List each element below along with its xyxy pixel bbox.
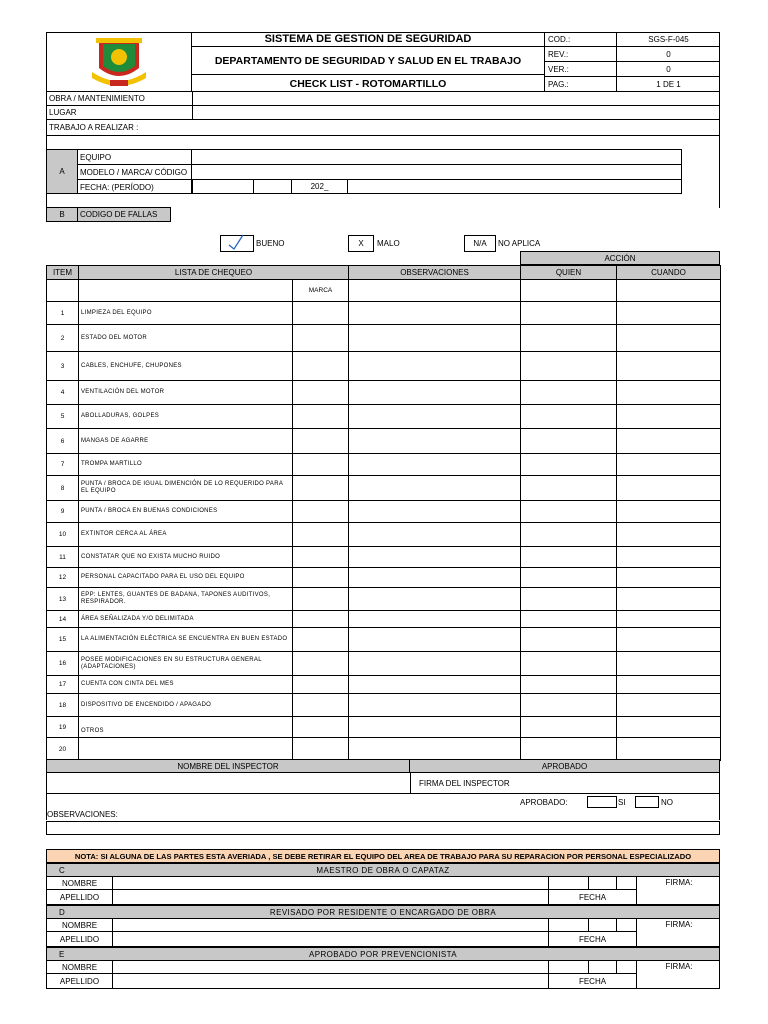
cuando-cell[interactable] [617, 325, 721, 352]
item-number: 4 [47, 381, 79, 405]
quien-cell[interactable] [521, 302, 617, 325]
observaciones-cell[interactable] [349, 694, 521, 717]
col-lista-header: LISTA DE CHEQUEO [79, 266, 349, 280]
marca-cell[interactable] [293, 454, 349, 476]
signoff-fecha-label: FECHA [549, 974, 637, 988]
table-row [47, 676, 721, 694]
col-obs-header: OBSERVACIONES [349, 266, 521, 280]
signoff-nombre-label: NOMBRE [47, 877, 113, 890]
fecha-month-field[interactable] [254, 179, 292, 194]
signoff-body [46, 961, 720, 989]
item-number: 20 [47, 738, 79, 761]
marca-cell[interactable] [293, 325, 349, 352]
observaciones-cell[interactable] [349, 325, 521, 352]
quien-cell[interactable] [521, 523, 617, 547]
company-logo-icon [46, 32, 192, 92]
item-number: 15 [47, 628, 79, 652]
observaciones-cell[interactable] [349, 652, 521, 676]
trabajo-row [46, 120, 720, 136]
col-item-header: ITEM [47, 266, 79, 280]
signoff-apellido-label: APELLIDO [47, 974, 113, 988]
item-text: ÁREA SEÑALIZADA Y/O DELIMITADA [79, 611, 293, 628]
cuando-cell[interactable] [617, 429, 721, 454]
quien-cell[interactable] [521, 501, 617, 523]
obra-row [46, 92, 720, 106]
observaciones-cell[interactable] [349, 717, 521, 738]
header-title-2: DEPARTAMENTO DE SEGURIDAD Y SALUD EN EL TRABAJO [192, 47, 545, 75]
marca-cell[interactable] [293, 628, 349, 652]
obra-label: OBRA / MANTENIMIENTO [47, 92, 193, 105]
trabajo-label: TRABAJO A REALIZAR : [49, 123, 139, 132]
nombre-inspector-field[interactable] [47, 773, 411, 793]
nota-banner: NOTA: SI ALGUNA DE LAS PARTES ESTA AVERIADA , SE DEBE RETIRAR EL EQUIPO DEL AREA DE TRABAJO PARA SU REPARACION POR PERSONAL ESPECIALIZADO [46, 849, 720, 863]
subheader-empty-lista [79, 280, 293, 302]
item-text: ESTADO DEL MOTOR [79, 325, 293, 352]
cuando-cell[interactable] [617, 652, 721, 676]
quien-cell[interactable] [521, 568, 617, 588]
marca-cell[interactable] [293, 568, 349, 588]
table-row [47, 694, 721, 717]
marca-cell[interactable] [293, 547, 349, 568]
signoff-letter: C [59, 865, 65, 875]
signoff-nombre-field[interactable] [113, 877, 549, 890]
cuando-cell[interactable] [617, 381, 721, 405]
table-row [47, 717, 721, 738]
signoff-title: REVISADO POR RESIDENTE O ENCARGADO DE OBRA [269, 907, 497, 917]
table-row [47, 476, 721, 501]
item-text: TROMPA MARTILLO [79, 454, 293, 476]
item-number: 9 [47, 501, 79, 523]
item-text: CABLES, ENCHUFE, CHUPONES [79, 352, 293, 381]
cuando-cell[interactable] [617, 501, 721, 523]
meta-value-pag: 1 DE 1 [656, 80, 681, 89]
signoff-firma-label: FIRMA: [665, 878, 693, 887]
quien-cell[interactable] [521, 628, 617, 652]
item-number: 8 [47, 476, 79, 501]
signoff-body [46, 877, 720, 905]
cuando-cell[interactable] [617, 523, 721, 547]
marca-cell[interactable] [293, 501, 349, 523]
item-number: 2 [47, 325, 79, 352]
observaciones-cell[interactable] [349, 381, 521, 405]
quien-cell[interactable] [521, 454, 617, 476]
item-text: POSEE MODIFICACIONES EN SU ESTRUCTURA GENERAL (ADAPTACIONES) [79, 652, 293, 676]
item-number: 17 [47, 676, 79, 694]
signoff-title: APROBADO POR PREVENCIONISTA [308, 949, 457, 959]
table-row [47, 588, 721, 611]
meta-value-rev: 0 [617, 47, 720, 62]
observaciones-cell[interactable] [349, 405, 521, 429]
marca-cell[interactable] [293, 694, 349, 717]
malo-box: X [348, 235, 374, 252]
signoff-letter: E [59, 949, 65, 959]
observaciones-cell[interactable] [349, 476, 521, 501]
signoff-nombre-label: NOMBRE [47, 961, 113, 974]
marca-cell[interactable] [293, 738, 349, 761]
header-title-3: CHECK LIST - ROTOMARTILLO [192, 75, 545, 92]
signoff-header [46, 947, 720, 961]
marca-cell[interactable] [293, 588, 349, 611]
item-text: MANGAS DE AGARRE [79, 429, 293, 454]
section-b-letter: B [46, 207, 78, 222]
quien-cell[interactable] [521, 325, 617, 352]
signoff-date-cell[interactable] [589, 961, 617, 974]
item-text: OTROS [79, 717, 293, 738]
lugar-field[interactable] [193, 106, 720, 119]
quien-cell[interactable] [521, 547, 617, 568]
marca-cell[interactable] [293, 352, 349, 381]
table-row [47, 738, 721, 761]
checklist-table [46, 265, 721, 761]
quien-cell[interactable] [521, 652, 617, 676]
table-row [47, 523, 721, 547]
table-row [47, 429, 721, 454]
observaciones-field[interactable] [46, 822, 720, 835]
signoff-date-cell[interactable] [589, 919, 617, 932]
quien-cell[interactable] [521, 611, 617, 628]
table-row [47, 405, 721, 429]
header-title-1: SISTEMA DE GESTION DE SEGURIDAD [192, 32, 545, 47]
meta-value-ver: 0 [617, 62, 720, 77]
section-a-box [78, 149, 682, 194]
header-meta [545, 32, 720, 92]
signoff-apellido-label: APELLIDO [47, 932, 113, 946]
signoff-firma-label: FIRMA: [665, 920, 693, 929]
marca-cell[interactable] [293, 652, 349, 676]
observaciones-cell[interactable] [349, 501, 521, 523]
cuando-cell[interactable] [617, 676, 721, 694]
cuando-cell[interactable] [617, 717, 721, 738]
meta-label-ver: VER.: [545, 62, 617, 77]
quien-cell[interactable] [521, 588, 617, 611]
observaciones-cell[interactable] [349, 523, 521, 547]
logo-cell [46, 32, 192, 92]
bueno-box [220, 235, 254, 252]
quien-cell[interactable] [521, 676, 617, 694]
accion-header: ACCIÓN [520, 251, 720, 265]
signoff-date-cell[interactable] [549, 877, 589, 890]
observaciones-cell[interactable] [349, 454, 521, 476]
checklist-header-row [47, 266, 721, 280]
signoff-date-cell[interactable] [617, 877, 637, 890]
signoff-date-cell[interactable] [589, 877, 617, 890]
item-number: 19 [47, 717, 79, 738]
aprobado-header: APROBADO [410, 759, 720, 773]
signoff-header [46, 863, 720, 877]
observaciones-cell[interactable] [349, 738, 521, 761]
cuando-cell[interactable] [617, 405, 721, 429]
item-number: 16 [47, 652, 79, 676]
cuando-cell[interactable] [617, 588, 721, 611]
col-quien-header: QUIEN [521, 266, 617, 280]
item-number: 5 [47, 405, 79, 429]
signoff-date-cell[interactable] [549, 919, 589, 932]
cuando-cell[interactable] [617, 547, 721, 568]
subheader-empty-obs [349, 280, 521, 302]
cuando-cell[interactable] [617, 694, 721, 717]
item-text: LIMPIEZA DEL EQUIPO [79, 302, 293, 325]
cuando-cell[interactable] [617, 352, 721, 381]
checklist-subheader-row [47, 280, 721, 302]
table-row [47, 454, 721, 476]
subheader-empty-cuando [617, 280, 721, 302]
cuando-cell[interactable] [617, 738, 721, 761]
observaciones-label: OBSERVACIONES: [46, 808, 720, 822]
section-b-label: CODIGO DE FALLAS [78, 207, 171, 222]
observaciones-cell[interactable] [349, 352, 521, 381]
quien-cell[interactable] [521, 429, 617, 454]
observaciones-cell[interactable] [349, 611, 521, 628]
item-number: 3 [47, 352, 79, 381]
quien-cell[interactable] [521, 738, 617, 761]
item-number: 6 [47, 429, 79, 454]
observaciones-cell[interactable] [349, 628, 521, 652]
quien-cell[interactable] [521, 694, 617, 717]
item-text: EXTINTOR CERCA AL ÁREA [79, 523, 293, 547]
item-number: 14 [47, 611, 79, 628]
cuando-cell[interactable] [617, 476, 721, 501]
signoff-date-cell[interactable] [549, 961, 589, 974]
malo-label: MALO [377, 239, 400, 248]
item-text: ABOLLADURAS, GOLPES [79, 405, 293, 429]
signoff-nombre-field[interactable] [113, 919, 549, 932]
marca-cell[interactable] [293, 302, 349, 325]
signoff-firma-label: FIRMA: [665, 962, 693, 971]
meta-label-cod: COD.: [545, 32, 617, 47]
cuando-cell[interactable] [617, 454, 721, 476]
item-text: CONSTATAR QUE NO EXISTA MUCHO RUIDO [79, 547, 293, 568]
item-number: 11 [47, 547, 79, 568]
signoff-header [46, 905, 720, 919]
section-a-letter: A [46, 149, 78, 194]
inspector-row [46, 773, 720, 794]
table-row [47, 325, 721, 352]
quien-cell[interactable] [521, 405, 617, 429]
lugar-label: LUGAR [47, 106, 193, 119]
signoff-fecha-label: FECHA [549, 890, 637, 904]
observaciones-cell[interactable] [349, 568, 521, 588]
equipo-field[interactable] [192, 150, 681, 165]
obra-field[interactable] [193, 92, 720, 105]
aprobado-si-label: SI [618, 797, 626, 807]
equipo-label: EQUIPO [78, 150, 192, 165]
table-row [47, 652, 721, 676]
table-row [47, 568, 721, 588]
signoff-nombre-label: NOMBRE [47, 919, 113, 932]
observaciones-cell[interactable] [349, 429, 521, 454]
quien-cell[interactable] [521, 476, 617, 501]
cuando-cell[interactable] [617, 628, 721, 652]
table-row [47, 381, 721, 405]
signoff-apellido-label: APELLIDO [47, 890, 113, 904]
cuando-cell[interactable] [617, 611, 721, 628]
lugar-row [46, 106, 720, 120]
item-number: 18 [47, 694, 79, 717]
marca-cell[interactable] [293, 676, 349, 694]
table-row [47, 628, 721, 652]
quien-cell[interactable] [521, 717, 617, 738]
bueno-label: BUENO [256, 239, 285, 248]
cuando-cell[interactable] [617, 302, 721, 325]
item-number: 10 [47, 523, 79, 547]
meta-label-pag: PAG.: [545, 77, 617, 92]
signoff-body [46, 919, 720, 947]
nombre-inspector-header: NOMBRE DEL INSPECTOR [46, 759, 410, 773]
signoff-fecha-label: FECHA [549, 932, 637, 946]
table-row [47, 501, 721, 523]
firma-inspector-label: FIRMA DEL INSPECTOR [419, 778, 510, 788]
aprobado-si-box[interactable] [587, 796, 617, 808]
fecha-year-field[interactable]: 202_ [292, 179, 348, 194]
item-text: CUENTA CON CINTA DEL MES [79, 676, 293, 694]
signoff-apellido-field[interactable] [113, 974, 549, 988]
observaciones-cell[interactable] [349, 302, 521, 325]
signoff-title: MAESTRO DE OBRA O CAPATAZ [316, 865, 450, 875]
observaciones-cell[interactable] [349, 676, 521, 694]
modelo-label: MODELO / MARCA/ CÓDIGO [78, 165, 192, 180]
item-text: PUNTA / BROCA DE IGUAL DIMENCIÓN DE LO REQUERIDO PARA EL EQUIPO [79, 476, 293, 501]
item-text: DISPOSITIVO DE ENCENDIDO / APAGADO [79, 694, 293, 717]
item-text: PERSONAL CAPACITADO PARA EL USO DEL EQUIPO [79, 568, 293, 588]
table-row [47, 352, 721, 381]
cuando-cell[interactable] [617, 568, 721, 588]
table-row [47, 302, 721, 325]
observaciones-cell[interactable] [349, 547, 521, 568]
signoff-apellido-field[interactable] [113, 890, 549, 904]
item-number: 13 [47, 588, 79, 611]
fecha-day-field[interactable] [192, 179, 254, 194]
item-number: 12 [47, 568, 79, 588]
table-row [47, 547, 721, 568]
meta-value-cod: SGS-F-045 [617, 32, 720, 47]
subheader-empty-item [47, 280, 79, 302]
observaciones-cell[interactable] [349, 588, 521, 611]
signoff-letter: D [59, 907, 65, 917]
signoff-date-cell[interactable] [617, 961, 637, 974]
checklist-body [47, 302, 721, 761]
aprobado-label: APROBADO: [520, 797, 568, 807]
fecha-label: FECHA: (PERÍODO) [78, 180, 192, 194]
check-mark-icon [221, 233, 255, 250]
signoff-date-cell[interactable] [617, 919, 637, 932]
col-cuando-header: CUANDO [617, 266, 721, 280]
marca-cell[interactable] [293, 476, 349, 501]
item-text: LA ALIMENTACIÓN ELÉCTRICA SE ENCUENTRA EN BUEN ESTADO [79, 628, 293, 652]
na-label: NO APLICA [498, 239, 541, 248]
marca-cell[interactable] [293, 381, 349, 405]
item-text: EPP: LENTES, GUANTES DE BADANA, TAPONES AUDITIVOS, RESPIRADOR. [79, 588, 293, 611]
item-text: PUNTA / BROCA EN BUENAS CONDICIONES [79, 501, 293, 523]
meta-label-rev: REV.: [545, 47, 617, 62]
signoff-nombre-field[interactable] [113, 961, 549, 974]
subheader-empty-quien [521, 280, 617, 302]
quien-cell[interactable] [521, 352, 617, 381]
quien-cell[interactable] [521, 381, 617, 405]
item-number: 7 [47, 454, 79, 476]
marca-cell[interactable] [293, 405, 349, 429]
item-text: VENTILACIÓN DEL MOTOR [79, 381, 293, 405]
marca-cell[interactable] [293, 717, 349, 738]
modelo-field[interactable] [192, 165, 681, 180]
marca-cell[interactable] [293, 429, 349, 454]
na-box: N/A [464, 235, 496, 252]
marca-cell[interactable] [293, 611, 349, 628]
signoff-apellido-field[interactable] [113, 932, 549, 946]
marca-cell[interactable] [293, 523, 349, 547]
table-row [47, 611, 721, 628]
item-text [79, 738, 293, 761]
col-marca-header: MARCA [293, 280, 349, 302]
aprobado-no-box[interactable] [635, 796, 659, 808]
aprobado-no-label: NO [661, 797, 673, 807]
item-number: 1 [47, 302, 79, 325]
